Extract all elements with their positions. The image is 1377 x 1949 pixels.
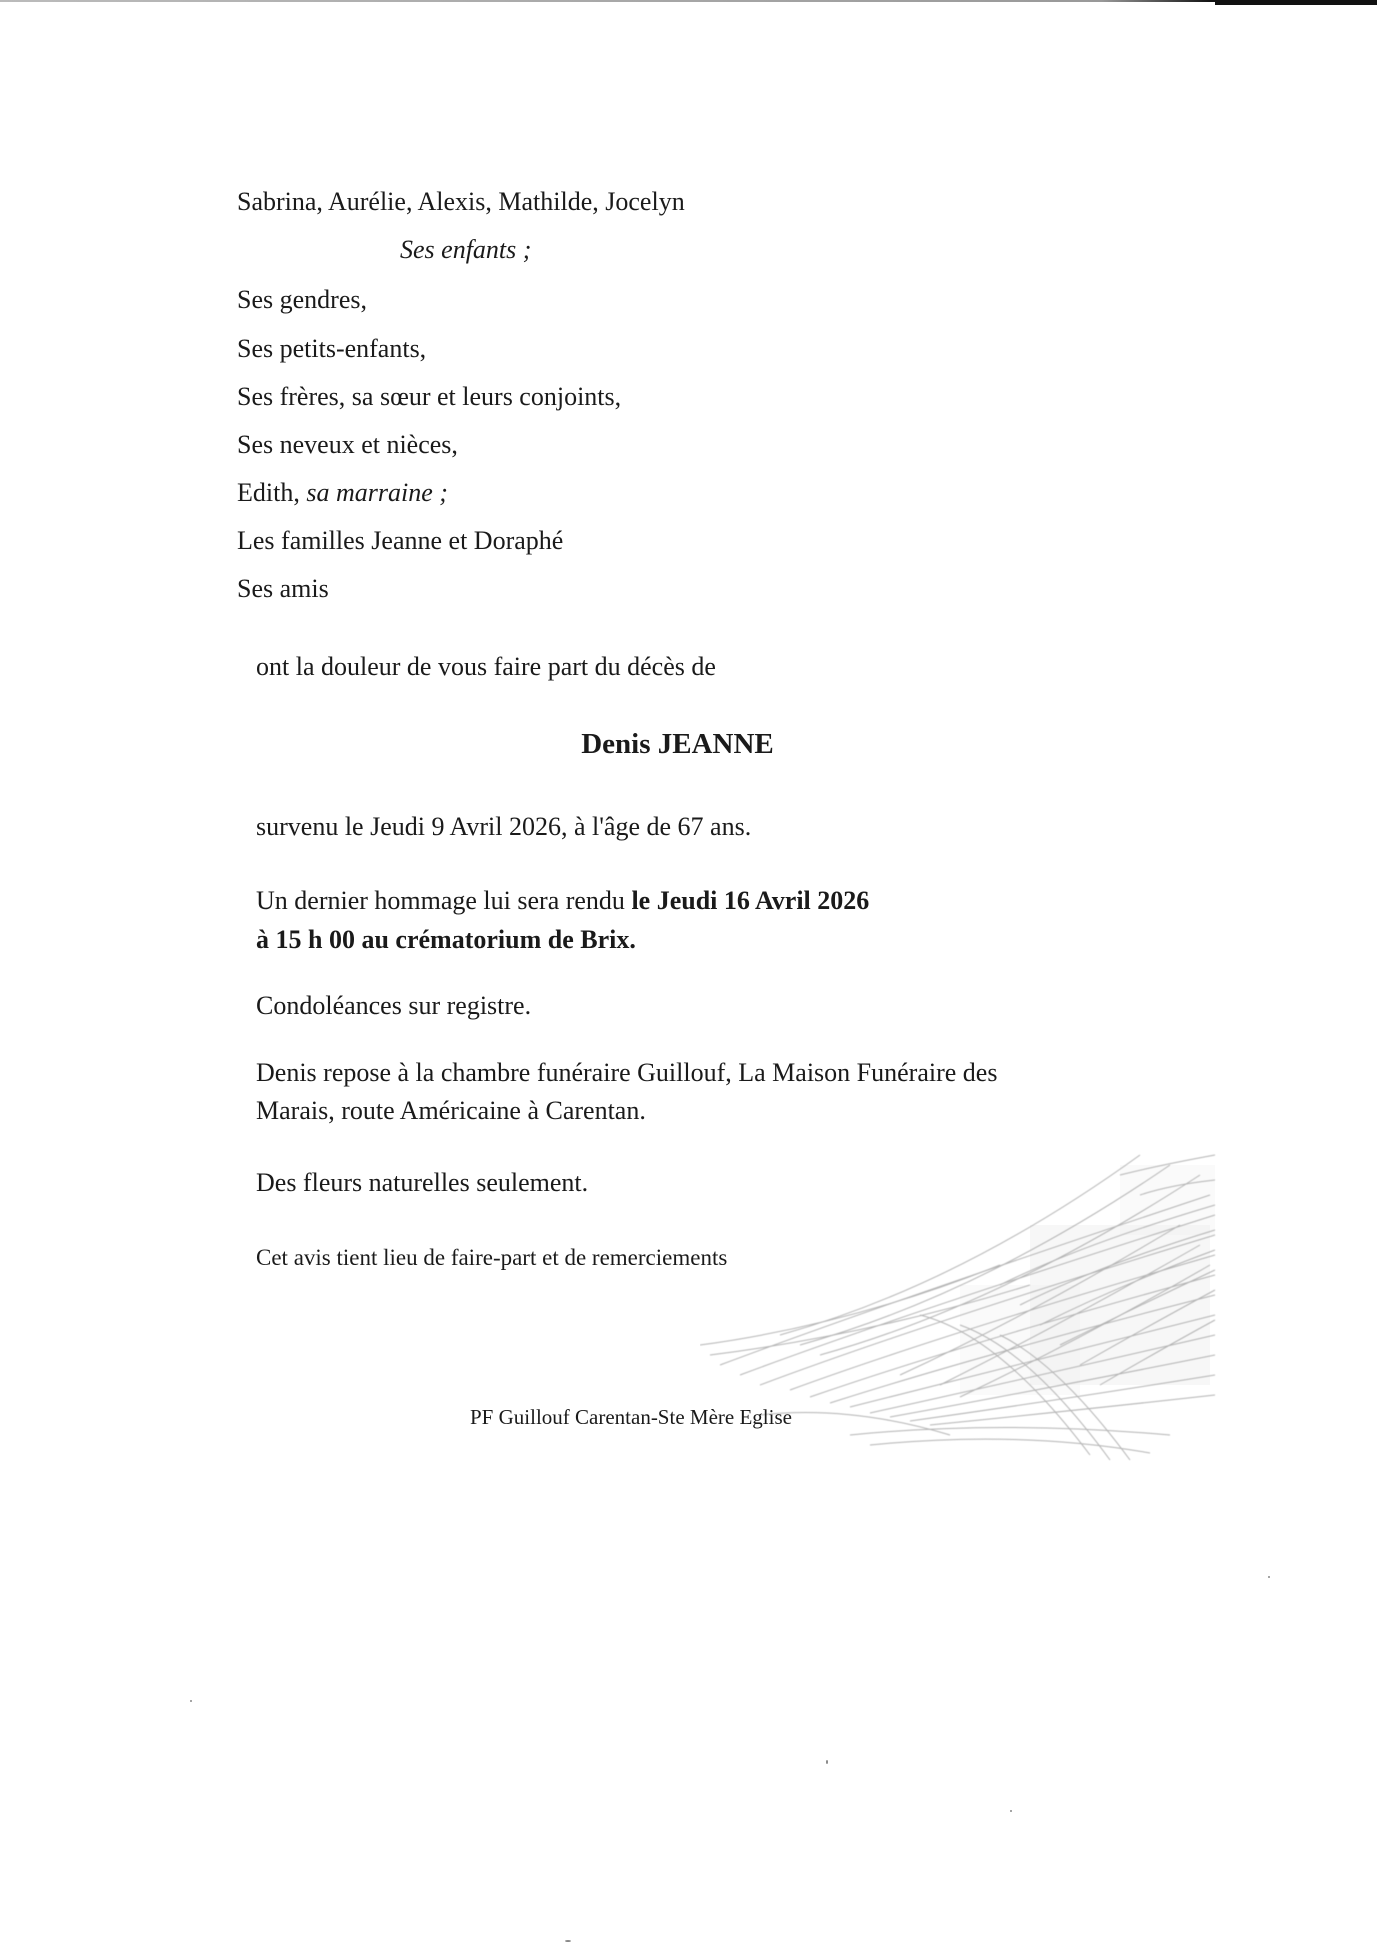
tribute-prefix: Un dernier hommage lui sera rendu <box>256 886 632 915</box>
scan-speck <box>190 1700 192 1702</box>
rest-line-2: Marais, route Américaine à Carentan. <box>256 1096 646 1125</box>
nephews: Ses neveux et nièces, <box>237 430 458 459</box>
scan-speck <box>826 1760 828 1764</box>
families: Les familles Jeanne et Doraphé <box>237 526 564 555</box>
children-role: Ses enfants ; <box>400 235 532 264</box>
scan-speck <box>1010 1810 1012 1812</box>
death-info: survenu le Jeudi 9 Avril 2026, à l'âge de 67 ans. <box>256 812 752 841</box>
friends: Ses amis <box>237 574 329 603</box>
grandchildren: Ses petits-enfants, <box>237 334 427 363</box>
scan-edge-top <box>0 0 1377 2</box>
godmother-role: sa marraine ; <box>306 478 448 507</box>
flowers: Des fleurs naturelles seulement. <box>256 1168 589 1197</box>
godmother-name: Edith, <box>237 478 300 507</box>
scan-speck <box>565 1940 571 1942</box>
grass-texture <box>960 1165 1215 1395</box>
scan-speck <box>1268 1576 1270 1578</box>
rest-line-1: Denis repose à la chambre funéraire Guillouf, La Maison Funéraire des <box>256 1058 998 1087</box>
godmother-line <box>237 477 448 509</box>
siblings: Ses frères, sa sœur et leurs conjoints, <box>237 382 622 411</box>
funeral-home: PF Guillouf Carentan-Ste Mère Eglise <box>470 1405 792 1429</box>
notice: Cet avis tient lieu de faire-part et de remerciements <box>256 1245 728 1270</box>
tribute-line-1 <box>256 885 869 917</box>
children-names: Sabrina, Aurélie, Alexis, Mathilde, Jocelyn <box>237 187 685 216</box>
scan-edge-mark <box>1215 0 1377 5</box>
condolences: Condoléances sur registre. <box>256 991 532 1020</box>
sons-in-law: Ses gendres, <box>237 285 367 314</box>
tribute-place: à 15 h 00 au crématorium de Brix. <box>256 925 636 954</box>
tribute-date: le Jeudi 16 Avril 2026 <box>631 886 870 915</box>
deceased-name: Denis JEANNE <box>581 728 774 760</box>
announcement-intro: ont la douleur de vous faire part du décès de <box>256 652 716 681</box>
